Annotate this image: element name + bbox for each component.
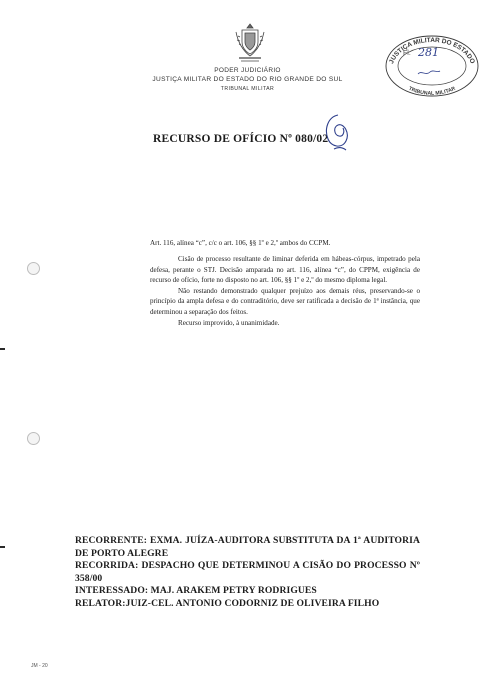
ementa-legal-basis: Art. 116, alínea “c”, c/c o art. 106, §§ 1º e 2,º ambos do CCPM. — [150, 239, 331, 247]
punch-hole — [27, 432, 40, 445]
recorrida-line: RECORRIDA: DESPACHO QUE DETERMINOU A CISÃO DO PROCESSO Nº 358/00 — [75, 560, 420, 584]
parties-block — [75, 535, 420, 610]
stamp-page-number: 281 — [418, 46, 439, 59]
edge-mark — [0, 546, 5, 548]
punch-hole — [27, 262, 40, 275]
initials-signature — [318, 109, 358, 155]
court-page-stamp — [382, 30, 482, 98]
relator-line: RELATOR:JUIZ-CEL. ANTONIO CODORNIZ DE OLIVEIRA FILHO — [75, 597, 380, 609]
svg-text:TRIBUNAL MILITAR — [408, 86, 457, 97]
coat-of-arms-icon — [233, 22, 267, 64]
edge-mark — [0, 348, 5, 350]
document-title: RECURSO DE OFÍCIO Nº 080/02 — [153, 133, 329, 145]
header-line-tribunal: TRIBUNAL MILITAR — [220, 86, 275, 92]
header-line-court: JUSTIÇA MILITAR DO ESTADO DO RIO GRANDE DO SUL — [152, 76, 343, 83]
stamp-fl-label: Fl. — [403, 50, 411, 57]
recorrente-line: RECORRENTE: EXMA. JUÍZA-AUDITORA SUBSTITUTA DA 1ª AUDITORIA DE PORTO ALEGRE — [75, 535, 420, 559]
ementa-summary — [150, 254, 420, 328]
ementa-paragraph: Cisão de processo resultante de liminar deferida em hábeas-córpus, impetrado pela defesa, perante o STJ. Decisão amparada no art. 116, alínea “c”, do CPPM, exigência de recurso de ofício, forte no disposto no art. 106, §§ 1º e 2,º do mesmo diploma legal. — [150, 255, 420, 285]
ementa-paragraph: Não restando demonstrado qualquer prejuízo aos demais réus, preservando-se o princípio da ampla defesa e do contraditório, deve ser ratificada a decisão de 1ª instância, que determinou a separação dos feitos. — [150, 286, 420, 316]
ementa-paragraph: Recurso improvido, à unanimidade. — [178, 318, 280, 327]
stamp-outer-text: JUSTIÇA MILITAR DO ESTADO — [388, 36, 476, 65]
interessado-line: INTERESSADO: MAJ. ARAKEM PETRY RODRIGUES — [75, 585, 317, 596]
form-code: JM - 20 — [31, 663, 48, 669]
header-line-judiciary: PODER JUDICIÁRIO — [214, 67, 281, 74]
stamp-bottom-text: TRIBUNAL MILITAR — [407, 85, 457, 97]
